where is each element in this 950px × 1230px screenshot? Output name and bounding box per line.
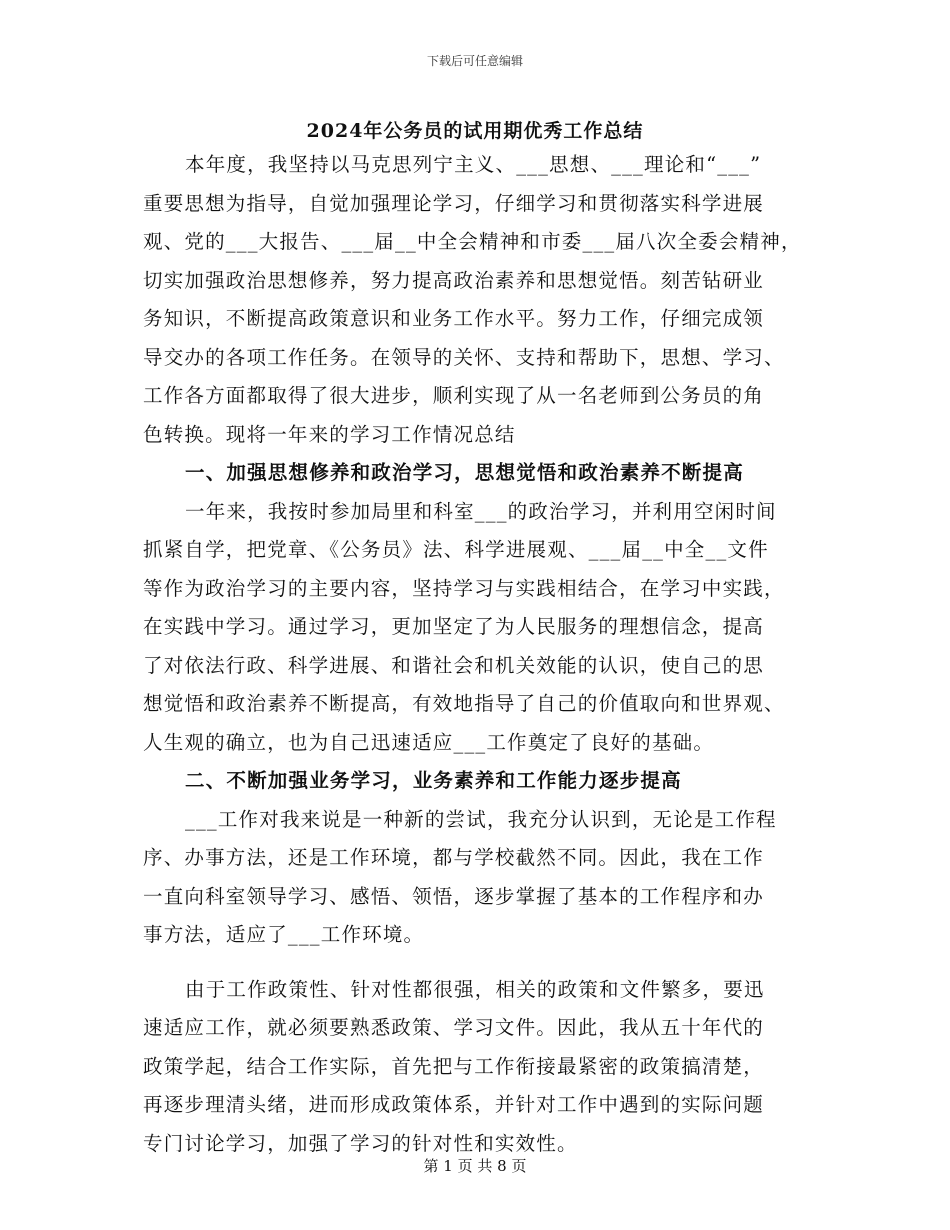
- paragraph-line: 重要思想为指导，自觉加强理论学习，仔细学习和贯彻落实科学进展: [143, 191, 765, 215]
- paragraph-line: 再逐步理清头绪，进而形成政策体系，并针对工作中遇到的实际问题: [143, 1093, 765, 1116]
- paragraph-line: 等作为政治学习的主要内容，坚持学习与实践相结合，在学习中实践，: [143, 576, 785, 600]
- paragraph-line: 政策学起，结合工作实际，首先把与工作衔接最紧密的政策搞清楚，: [143, 1054, 765, 1078]
- document-body: [143, 146, 811, 1163]
- paragraph-line: 色转换。现将一年来的学习工作情况总结: [143, 422, 516, 446]
- paragraph-line: 事方法，适应了___工作环境。: [143, 923, 425, 946]
- paragraph-line: 想觉悟和政治素养不断提高，有效地指导了自己的价值取向和世界观、: [143, 692, 785, 715]
- paragraph-gap: [143, 955, 811, 971]
- page-footer-number: 第 1 页 共 8 页: [423, 1157, 527, 1175]
- section-heading: 二、不断加强业务学习，业务素养和工作能力逐步提高: [185, 769, 682, 792]
- paragraph-line: ___工作对我来说是一种新的尝试，我充分认识到，无论是工作程: [185, 807, 777, 831]
- paragraph-line: 导交办的各项工作任务。在领导的关怀、支持和帮助下，思想、学习、: [143, 345, 785, 369]
- paragraph-line: 序、办事方法，还是工作环境，都与学校截然不同。因此，我在工作: [143, 846, 765, 869]
- paragraph-line: 抓紧自学，把党章、《公务员》法、科学进展观、___届__中全__文件: [143, 538, 769, 561]
- paragraph-line: 切实加强政治思想修养，努力提高政治素养和思想觉悟。刻苦钻研业: [143, 268, 765, 292]
- paragraph-line: 一直向科室领导学习、感悟、领悟，逐步掌握了基本的工作程序和办: [143, 884, 765, 908]
- paragraph-line: 人生观的确立，也为自己迅速适应___工作奠定了良好的基础。: [143, 730, 715, 754]
- paragraph-line: 了对依法行政、科学进展、和谐社会和机关效能的认识，使自己的思: [143, 653, 765, 677]
- paragraph-line: 工作各方面都取得了很大进步，顺利实现了从一名老师到公务员的角: [143, 384, 765, 407]
- paragraph-line: 观、党的___大报告、___届__中全会精神和市委___届八次全委会精神，: [143, 230, 802, 253]
- section-heading: 一、加强思想修养和政治学习，思想觉悟和政治素养不断提高: [185, 461, 744, 484]
- paragraph-line: 速适应工作，就必须要熟悉政策、学习文件。因此，我从五十年代的: [143, 1016, 765, 1039]
- paragraph-line: 一年来，我按时参加局里和科室___的政治学习，并利用空闲时间: [185, 499, 777, 523]
- paragraph-line: 务知识，不断提高政策意识和业务工作水平。努力工作，仔细完成领: [143, 307, 765, 330]
- paragraph-line: 在实践中学习。通过学习，更加坚定了为人民服务的理想信念，提高: [143, 615, 765, 638]
- document-title: 2024年公务员的试用期优秀工作总结: [306, 120, 644, 142]
- paragraph-line: 本年度，我坚持以马克思列宁主义、___思想、___理论和“___”: [185, 153, 762, 176]
- page-header-note: 下载后可任意编辑: [426, 54, 523, 68]
- paragraph-line: 由于工作政策性、针对性都很强，相关的政策和文件繁多，要迅: [185, 977, 765, 1001]
- paragraph-line: 专门讨论学习，加强了学习的针对性和实效性。: [143, 1131, 578, 1155]
